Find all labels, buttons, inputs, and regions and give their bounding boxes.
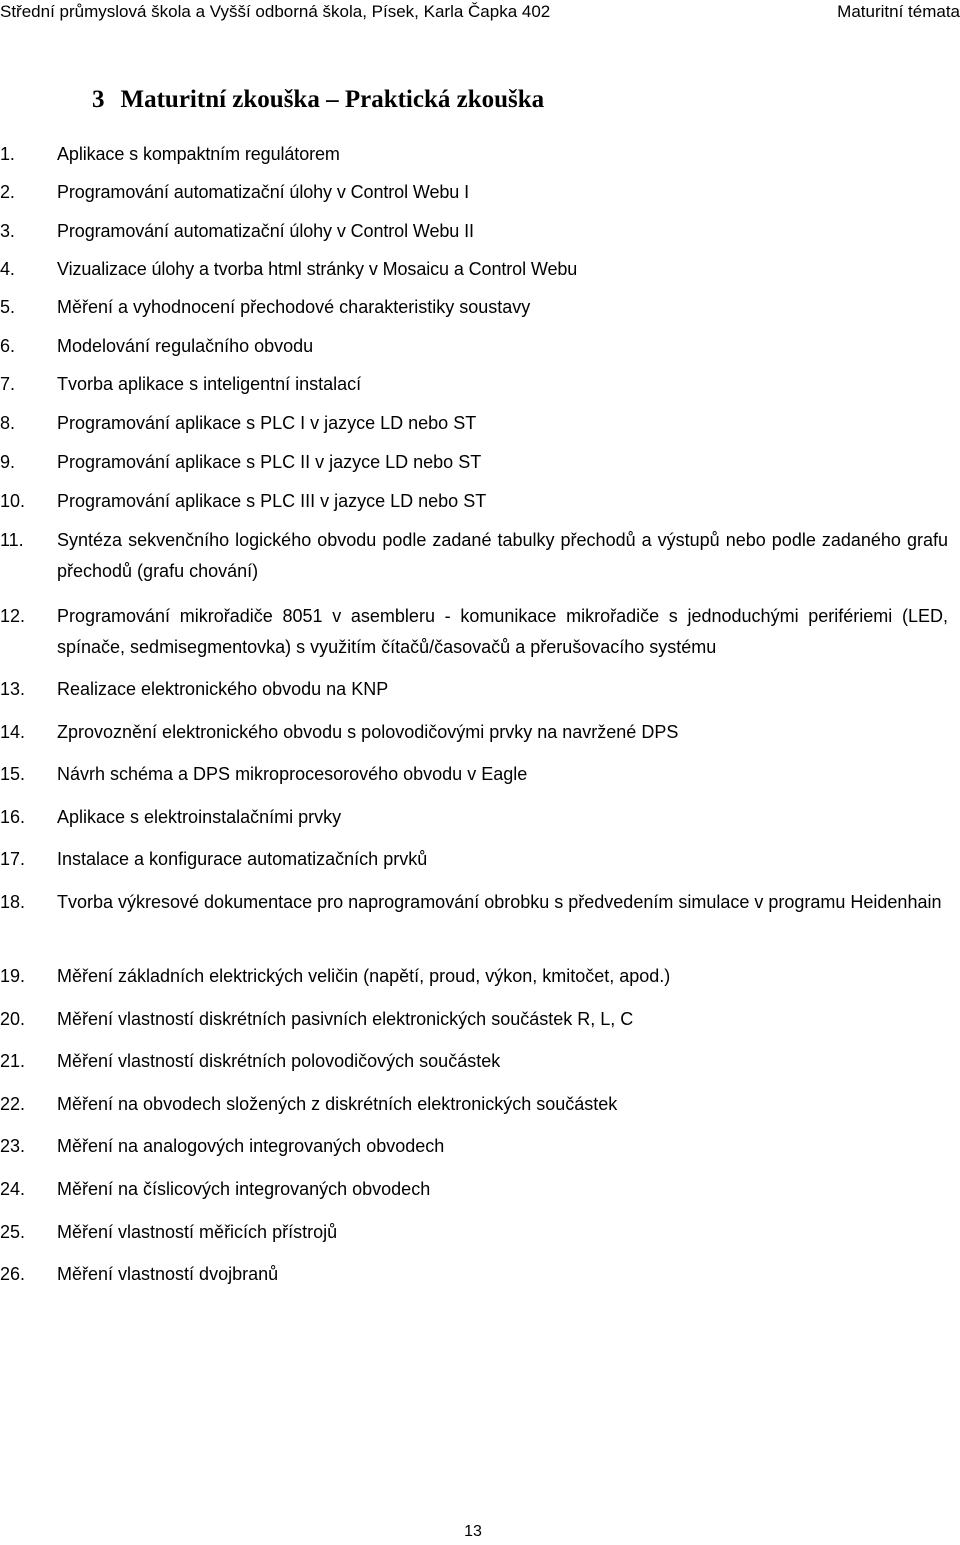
list-item-number: 20. — [0, 1009, 26, 1029]
list-item — [0, 1174, 948, 1205]
list-item — [0, 1004, 948, 1035]
list-item — [0, 844, 948, 875]
list-item-text: Programování mikrořadiče 8051 v asembleru - komunikace mikrořadiče s jednoduchými perifériemi (LED, spínače, sedmisegmentovka) s využitím čítačů/časovačů a přerušovacího systému — [57, 606, 948, 657]
section-title-text: Maturitní zkouška – Praktická zkouška — [120, 86, 545, 113]
list-item-number: 6. — [0, 336, 16, 356]
list-item — [0, 601, 948, 663]
list-item-number: 26. — [0, 1264, 26, 1284]
list-item-text: Zprovoznění elektronického obvodu s polovodičovými prvky na navržené DPS — [57, 722, 679, 742]
list-item — [0, 177, 948, 208]
section-number: 3 — [92, 86, 105, 113]
list-item-text: Syntéza sekvenčního logického obvodu podle zadané tabulky přechodů a výstupů nebo podle zadaného grafu přechodů (grafu chování) — [57, 530, 948, 581]
list-item-text: Programování automatizační úlohy v Control Webu II — [57, 221, 474, 241]
list-item-number: 22. — [0, 1094, 26, 1114]
list-item-text: Měření vlastností diskrétních pasivních elektronických součástek R, L, C — [57, 1009, 634, 1029]
list-item — [0, 1089, 948, 1120]
list-item — [0, 1217, 948, 1248]
list-item-number: 9. — [0, 452, 16, 472]
list-item-text: Programování aplikace s PLC II v jazyce LD nebo ST — [57, 452, 482, 472]
list-item-number: 15. — [0, 764, 26, 784]
header-school-name: Střední průmyslová škola a Vyšší odborná škola, Písek, Karla Čapka 402 — [0, 2, 551, 21]
list-item-text: Měření na analogových integrovaných obvodech — [57, 1136, 445, 1156]
list-item — [0, 961, 948, 992]
list-item-number: 7. — [0, 374, 16, 394]
list-item-text: Programování automatizační úlohy v Control Webu I — [57, 182, 469, 202]
list-item-number: 21. — [0, 1051, 26, 1071]
list-item — [0, 447, 948, 478]
list-item — [0, 525, 948, 587]
list-item-number: 11. — [0, 530, 24, 550]
list-item-text: Instalace a konfigurace automatizačních prvků — [57, 849, 428, 869]
list-item — [0, 139, 948, 170]
list-item — [0, 802, 948, 833]
list-item-text: Měření na obvodech složených z diskrétních elektronických součástek — [57, 1094, 618, 1114]
list-item-number: 8. — [0, 413, 16, 433]
list-item — [0, 759, 948, 790]
list-item-text: Měření vlastností diskrétních polovodičových součástek — [57, 1051, 501, 1071]
list-item-text: Realizace elektronického obvodu na KNP — [57, 679, 389, 699]
list-item-number: 14. — [0, 722, 26, 742]
list-item-text: Měření základních elektrických veličin (napětí, proud, výkon, kmitočet, apod.) — [57, 966, 671, 986]
list-item-number: 5. — [0, 297, 16, 317]
list-item-text: Aplikace s kompaktním regulátorem — [57, 144, 340, 164]
list-item — [0, 1259, 948, 1290]
list-item-number: 24. — [0, 1179, 26, 1199]
section-title — [92, 84, 544, 116]
list-item — [0, 1046, 948, 1077]
list-item — [0, 717, 948, 748]
list-item — [0, 408, 948, 439]
list-item-number: 16. — [0, 807, 26, 827]
list-item-number: 2. — [0, 182, 15, 202]
list-item-number: 17. — [0, 849, 26, 869]
header-document-title: Maturitní témata — [837, 2, 960, 21]
list-item-text: Vizualizace úlohy a tvorba html stránky v Mosaicu a Control Webu — [57, 259, 578, 279]
page-header — [0, 0, 960, 24]
list-item-number: 19. — [0, 966, 26, 986]
list-item-text: Modelování regulačního obvodu — [57, 336, 314, 356]
list-item — [0, 887, 948, 918]
list-item-text: Programování aplikace s PLC III v jazyce LD nebo ST — [57, 491, 487, 511]
page-number: 13 — [464, 1523, 482, 1540]
list-item — [0, 331, 948, 362]
list-item-text: Měření na číslicových integrovaných obvodech — [57, 1179, 431, 1199]
list-item-text: Měření vlastností dvojbranů — [57, 1264, 279, 1284]
list-item-text: Programování aplikace s PLC I v jazyce LD nebo ST — [57, 413, 477, 433]
list-item — [0, 486, 948, 517]
list-item-number: 1. — [0, 144, 15, 164]
list-item — [0, 254, 948, 285]
list-item-number: 4. — [0, 259, 15, 279]
list-item — [0, 1131, 948, 1162]
list-item — [0, 216, 948, 247]
list-item-text: Aplikace s elektroinstalačními prvky — [57, 807, 342, 827]
list-item-text: Měření a vyhodnocení přechodové charakteristiky soustavy — [57, 297, 531, 317]
list-item-text: Návrh schéma a DPS mikroprocesorového obvodu v Eagle — [57, 764, 528, 784]
list-item-number: 13. — [0, 679, 26, 699]
list-item-number: 12. — [0, 606, 26, 626]
list-item — [0, 674, 948, 705]
list-item-number: 3. — [0, 221, 15, 241]
list-item-text: Měření vlastností měřicích přístrojů — [57, 1222, 338, 1242]
list-item-number: 25. — [0, 1222, 26, 1242]
list-item-number: 23. — [0, 1136, 26, 1156]
list-item — [0, 369, 948, 400]
list-item-number: 18. — [0, 892, 26, 912]
list-item-number: 10. — [0, 491, 26, 511]
list-item-text: Tvorba aplikace s inteligentní instalací — [57, 374, 362, 394]
list-item — [0, 292, 948, 323]
list-item-text: Tvorba výkresové dokumentace pro naprogramování obrobku s předvedením simulace v programu Heidenhain — [57, 892, 942, 912]
